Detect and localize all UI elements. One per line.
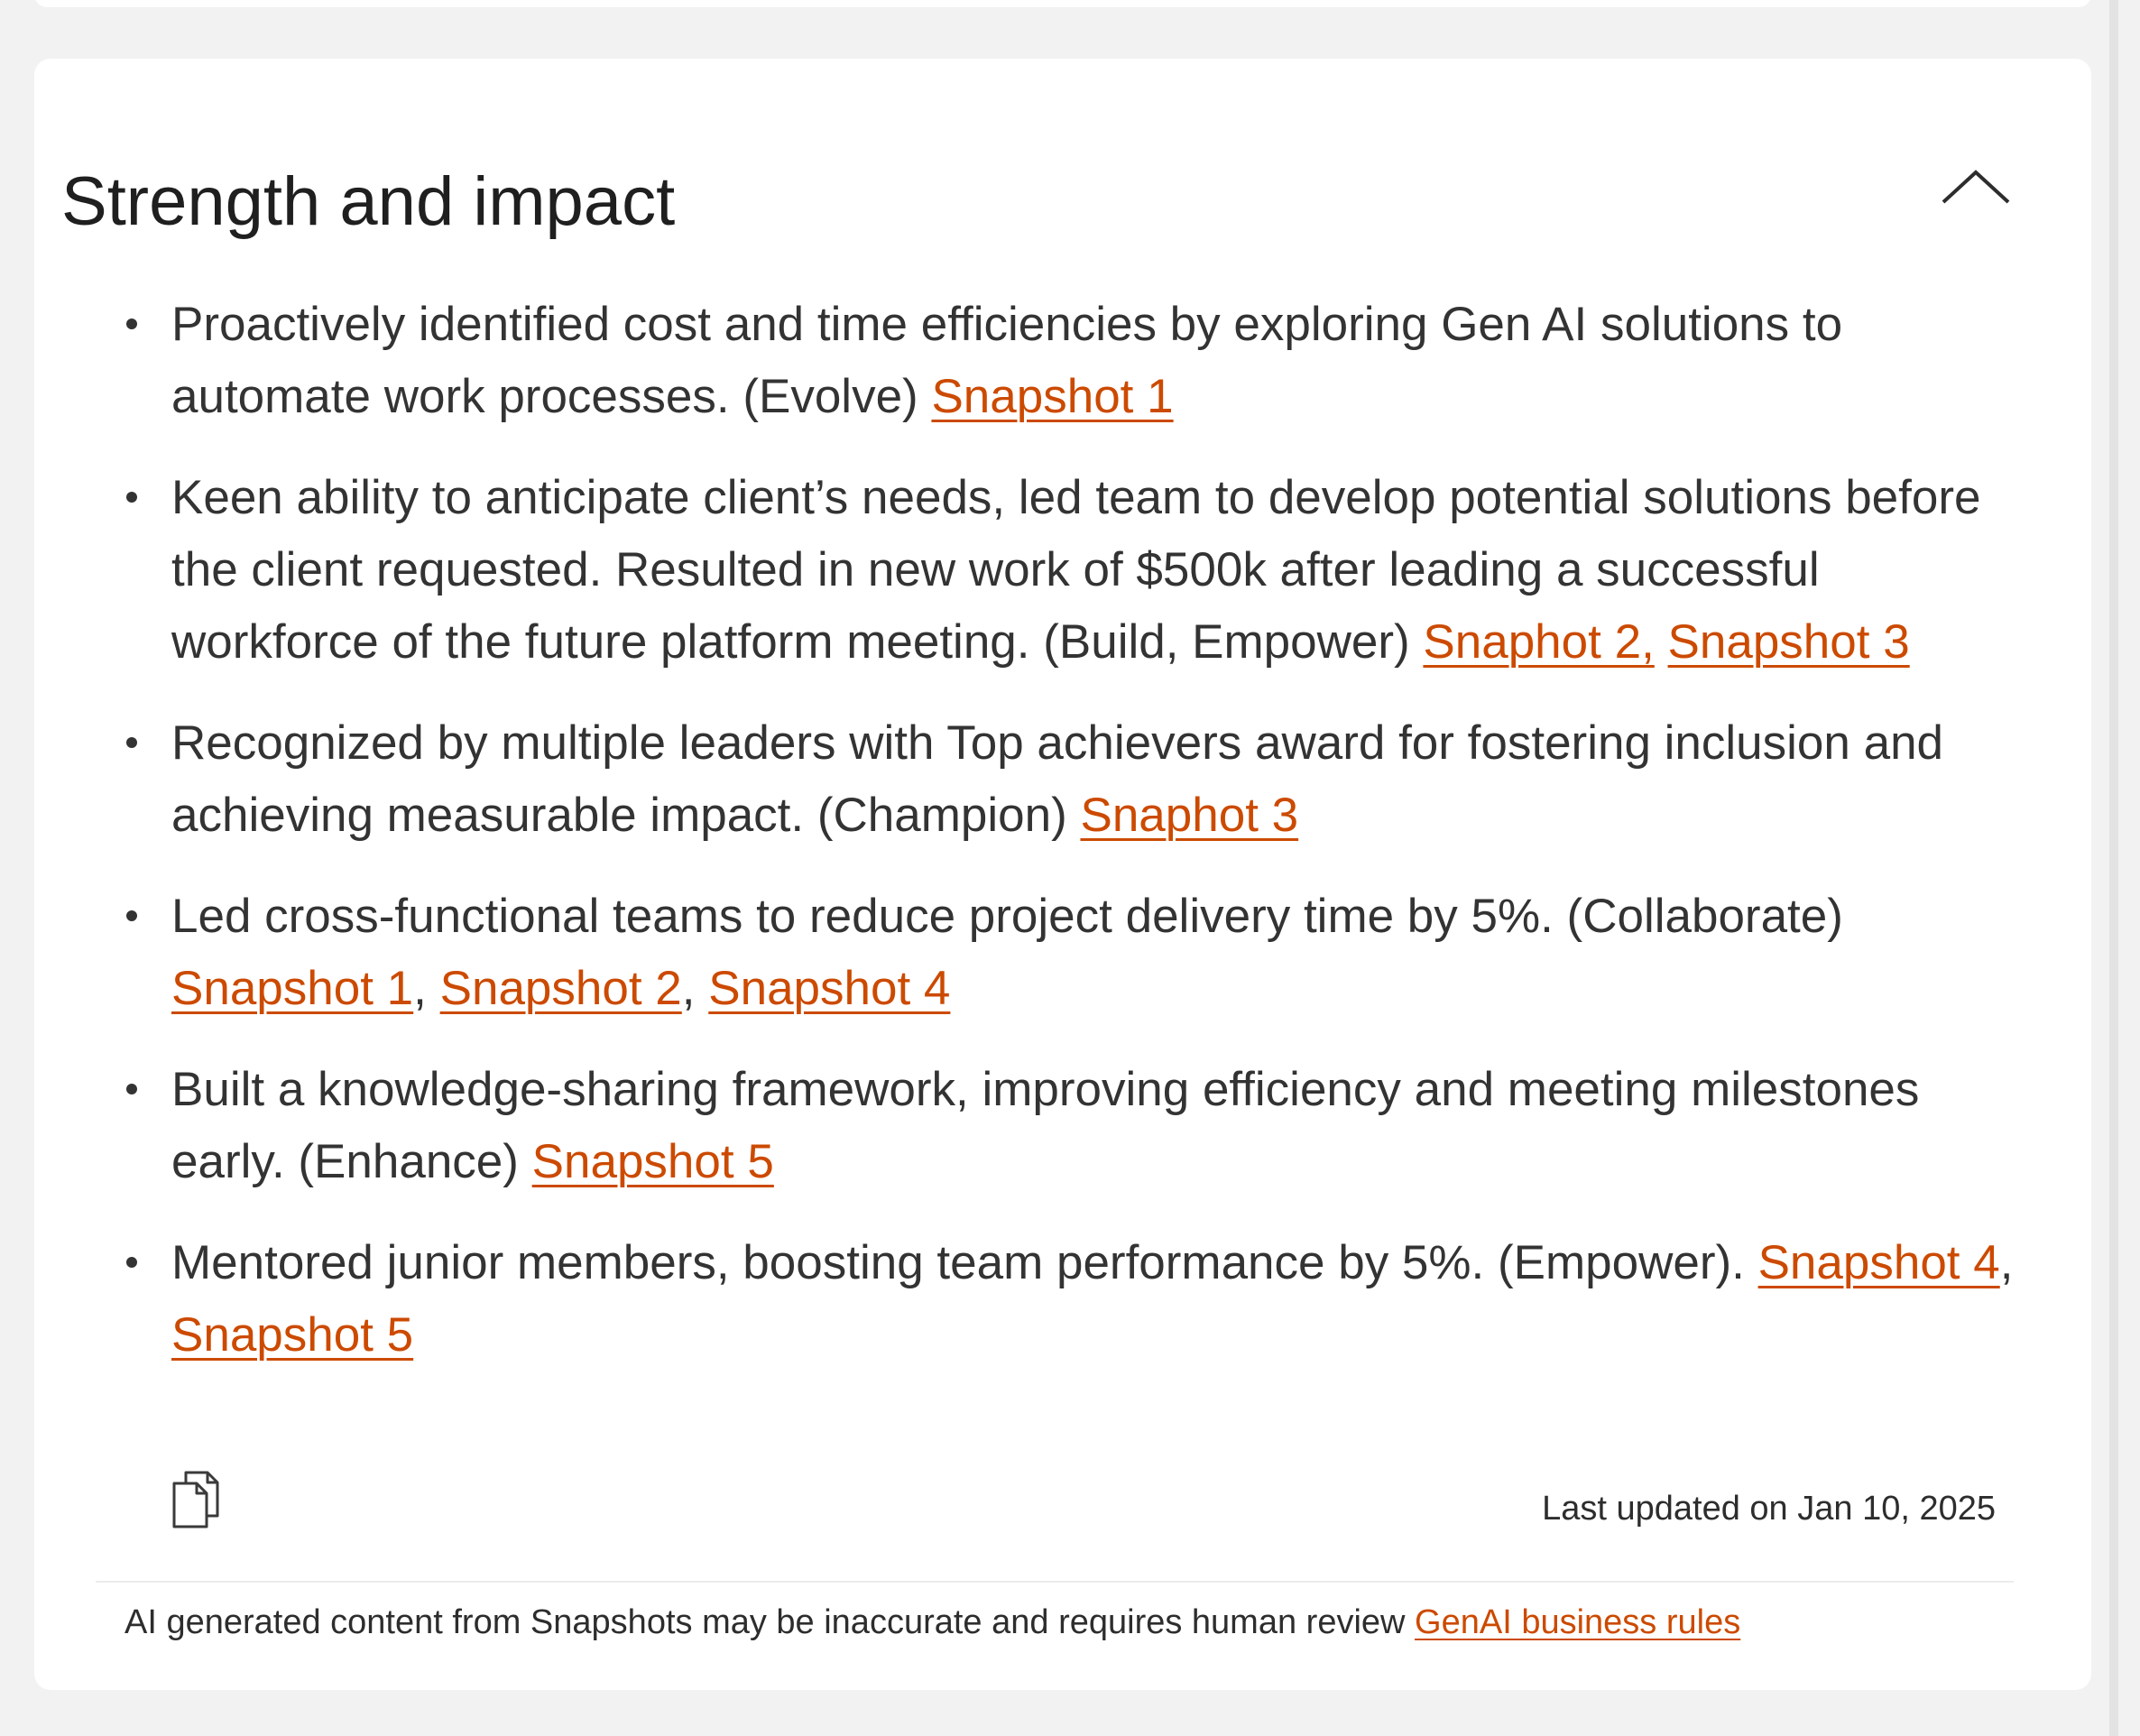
list-item — [61, 1054, 2019, 1198]
bullet-icon — [126, 1257, 137, 1268]
snapshot-link[interactable]: Snaphot 3 — [1080, 789, 1299, 842]
link-separator — [1655, 615, 1668, 669]
snapshot-link[interactable]: Snapshot 5 — [531, 1135, 774, 1188]
bullet-icon — [126, 737, 137, 748]
item-text: Mentored junior members, boosting team performance by 5%. (Empower). — [171, 1236, 1758, 1289]
copy-button[interactable] — [170, 1469, 222, 1530]
bullet-icon — [126, 1084, 137, 1094]
link-separator: , — [413, 962, 440, 1015]
list-item — [61, 462, 2019, 679]
disclaimer-text: AI generated content from Snapshots may be inaccurate and requires human review — [125, 1603, 1406, 1641]
bullet-icon — [126, 319, 137, 329]
list-item — [61, 289, 2019, 433]
item-text: Led cross-functional teams to reduce project delivery time by 5%. (Collaborate) — [171, 890, 1843, 943]
item-text: Keen ability to anticipate client’s needs, led team to develop potential solutions before the client requested. Resulted in new work of $500k after leading a successful workforce of the future platform meeting. (Build, Empower) — [171, 471, 1981, 669]
snapshot-link[interactable]: Snapshot 5 — [171, 1308, 414, 1362]
footer-divider — [96, 1581, 2014, 1583]
section-title: Strength and impact — [61, 163, 676, 240]
page-scrollbar[interactable] — [2109, 0, 2118, 1736]
collapse-button[interactable] — [1938, 158, 2014, 221]
item-text: Proactively identified cost and time efficiencies by exploring Gen AI solutions to automate work processes. (Evolve) — [171, 298, 1843, 423]
last-updated-text: Last updated on Jan 10, 2025 — [1542, 1490, 1996, 1528]
bullet-icon — [126, 492, 137, 503]
item-text: Recognized by multiple leaders with Top achievers award for fostering inclusion and achieving measurable impact. (Champion) — [171, 716, 1944, 842]
snapshot-link[interactable]: Snapshot 1 — [931, 370, 1174, 423]
item-text: Built a knowledge-sharing framework, improving efficiency and meeting milestones early. (Enhance) — [171, 1063, 1920, 1188]
list-item — [61, 1227, 2019, 1371]
snapshot-link[interactable]: Snapshot 2 — [439, 962, 682, 1015]
copy-icon — [170, 1469, 222, 1530]
ai-disclaimer — [125, 1597, 1740, 1648]
strength-list — [61, 289, 2019, 1400]
link-separator: , — [681, 962, 709, 1015]
snapshot-link[interactable]: Snapshot 4 — [1757, 1236, 2000, 1289]
list-item — [61, 881, 2019, 1025]
link-separator: , — [1999, 1236, 2014, 1289]
previous-card — [34, 0, 2091, 7]
list-item — [61, 707, 2019, 852]
snapshot-link[interactable]: Snaphot 2, — [1423, 615, 1655, 669]
snapshot-link[interactable]: Snapshot 4 — [708, 962, 951, 1015]
genai-business-rules-link[interactable]: GenAI business rules — [1415, 1603, 1741, 1641]
snapshot-link[interactable]: Snapshot 1 — [171, 962, 414, 1015]
chevron-up-icon — [1938, 158, 2014, 221]
snapshot-link[interactable]: Snapshot 3 — [1667, 615, 1910, 669]
bullet-icon — [126, 910, 137, 921]
